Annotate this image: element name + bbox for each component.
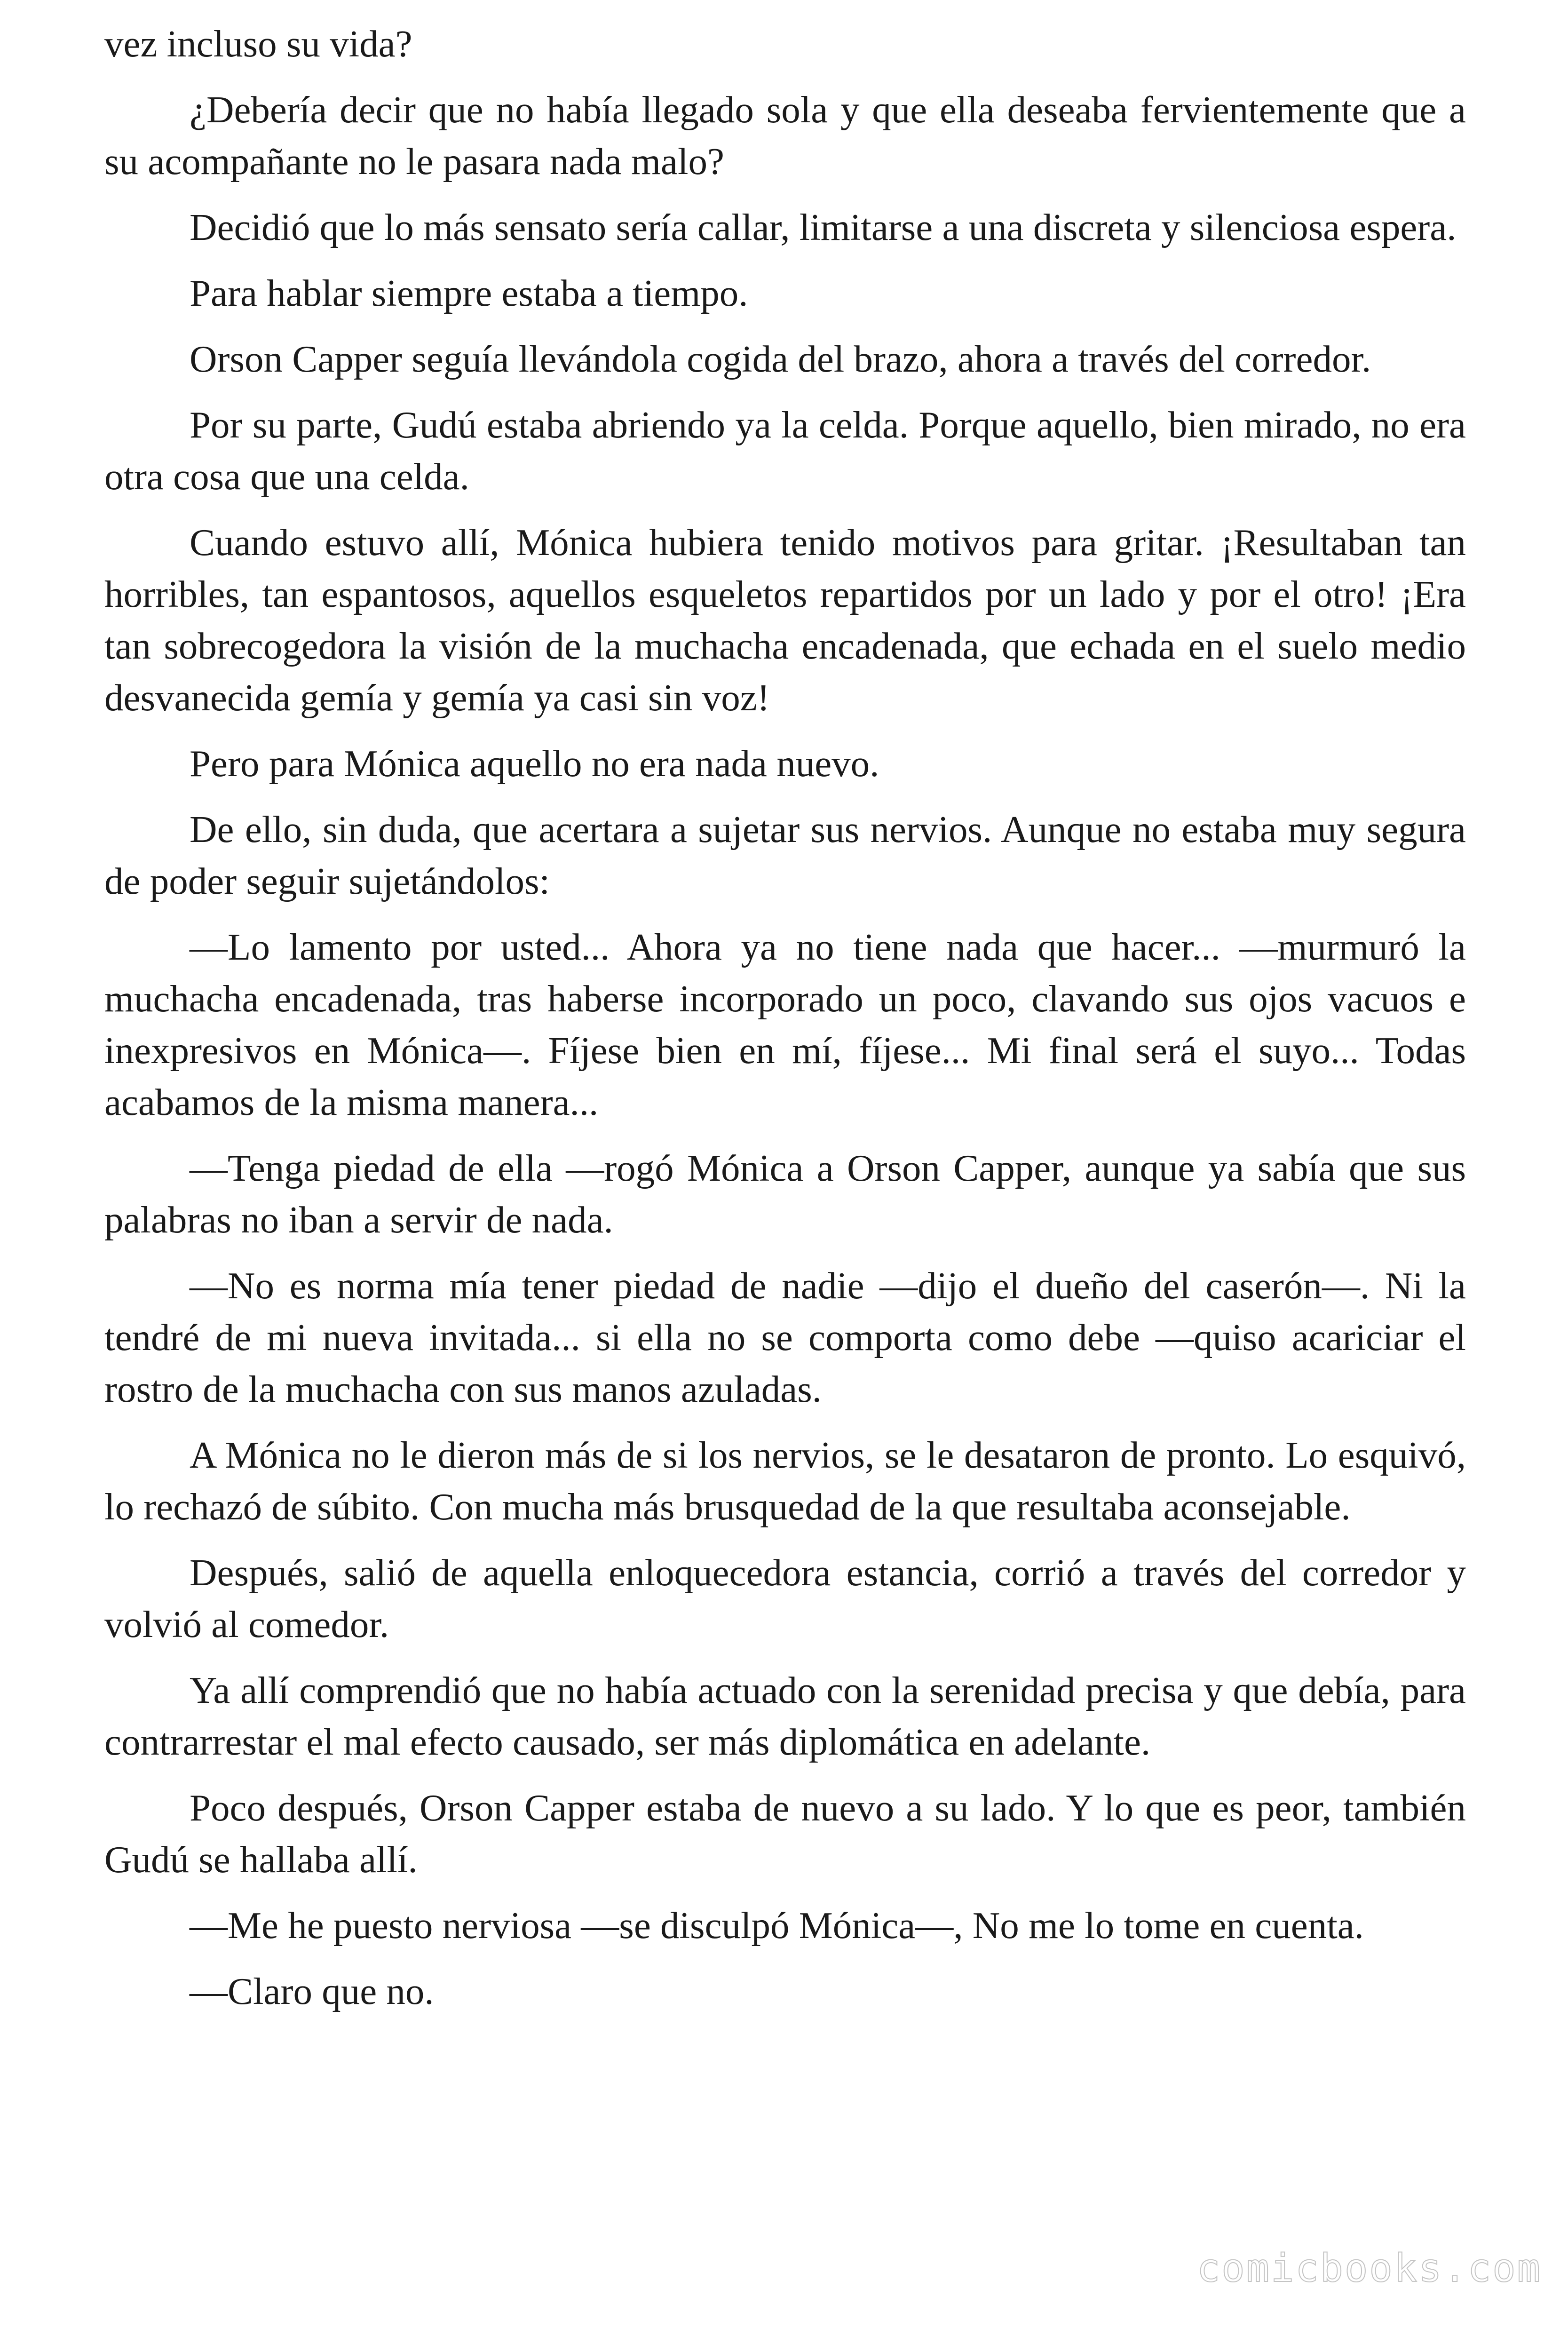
paragraph: De ello, sin duda, que acertara a sujetar sus nervios. Aunque no estaba muy segura de poder seguir sujetándolos: — [104, 808, 1466, 902]
paragraph: ¿Debería decir que no había llegado sola y que ella deseaba fervientemente que a su acompañante no le pasara nada malo? — [104, 88, 1466, 183]
paragraph: Decidió que lo más sensato sería callar, limitarse a una discreta y silenciosa espera. — [190, 206, 1457, 248]
dialogue-paragraph: —Lo lamento por usted... Ahora ya no tiene nada que hacer... —murmuró la muchacha encadenada, tras haberse incorporado un poco, clavando sus ojos vacuos e inexpresivos en Mónica—. Fíjese bien en mí, fíjese... Mi final será el suyo... Todas acabamos de la misma manera... — [104, 926, 1466, 1123]
paragraph-continued: vez incluso su vida? — [104, 23, 412, 65]
paragraph: Poco después, Orson Capper estaba de nuevo a su lado. Y lo que es peor, también Gudú se hallaba allí. — [104, 1787, 1466, 1881]
paragraph: Ya allí comprendió que no había actuado con la serenidad precisa y que debía, para contrarrestar el mal efecto causado, ser más diplomática en adelante. — [104, 1669, 1466, 1763]
dialogue-paragraph: —Claro que no. — [190, 1970, 434, 2012]
paragraph: A Mónica no le dieron más de si los nervios, se le desataron de pronto. Lo esquivó, lo rechazó de súbito. Con mucha más brusquedad de la que resultaba aconsejable. — [104, 1434, 1466, 1528]
paragraph: Cuando estuvo allí, Mónica hubiera tenido motivos para gritar. ¡Resultaban tan horribles, tan espantosos, aquellos esqueletos repartidos por un lado y por el otro! ¡Era tan sobrecogedora la visión de la muchacha encadenada, que echada en el suelo medio desvanecida gemía y gemía ya casi sin voz! — [104, 521, 1466, 719]
dialogue-paragraph: —Tenga piedad de ella —rogó Mónica a Orson Capper, aunque ya sabía que sus palabras no iban a servir de nada. — [104, 1147, 1466, 1241]
dialogue-paragraph: —Me he puesto nerviosa —se disculpó Mónica—, No me lo tome en cuenta. — [190, 1904, 1364, 1947]
paragraph: Después, salió de aquella enloquecedora estancia, corrió a través del corredor y volvió al comedor. — [104, 1551, 1466, 1645]
paragraph: Por su parte, Gudú estaba abriendo ya la celda. Porque aquello, bien mirado, no era otra cosa que una celda. — [104, 404, 1466, 498]
watermark-logo: comicbooks.com — [1196, 2246, 1542, 2291]
paragraph: Orson Capper seguía llevándola cogida del brazo, ahora a través del corredor. — [190, 338, 1371, 380]
paragraph: Pero para Mónica aquello no era nada nuevo. — [190, 742, 879, 785]
dialogue-paragraph: —No es norma mía tener piedad de nadie —dijo el dueño del caserón—. Ni la tendré de mi nueva invitada... si ella no se comporta como debe —quiso acariciar el rostro de la muchacha con sus manos azuladas. — [104, 1264, 1466, 1410]
body-text — [104, 18, 1466, 2031]
paragraph: Para hablar siempre estaba a tiempo. — [190, 272, 748, 314]
